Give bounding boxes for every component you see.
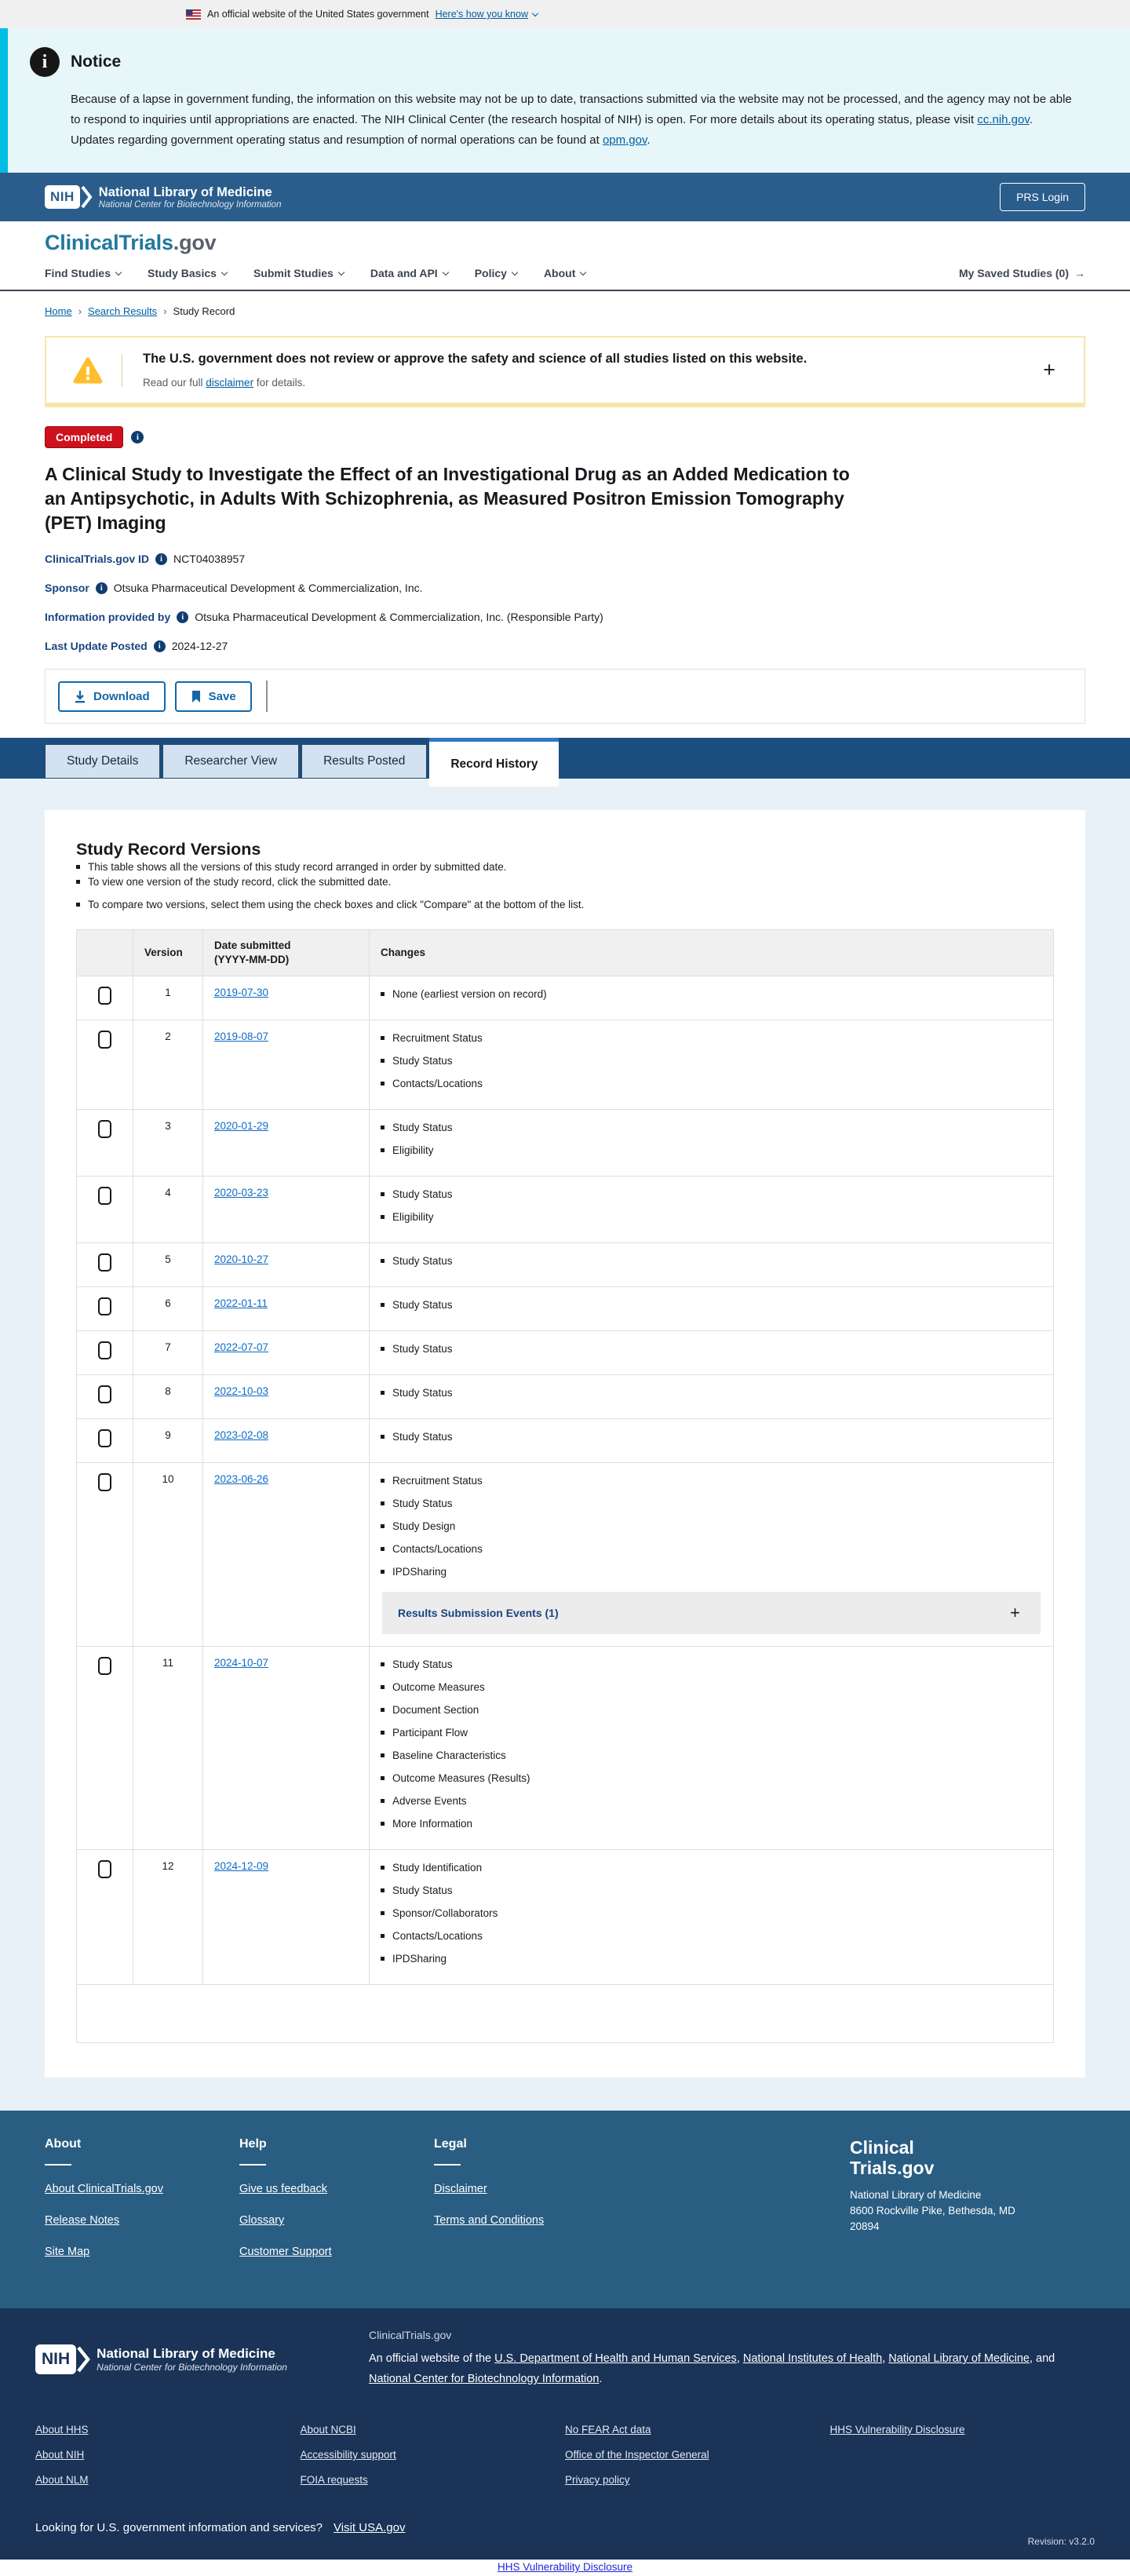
- tab-researcher-view[interactable]: Researcher View: [162, 744, 299, 779]
- plus-icon[interactable]: +: [1005, 1602, 1025, 1624]
- meta-value: 2024-12-27: [171, 640, 228, 652]
- changes-list: [381, 1341, 1042, 1356]
- results-submission-events-label: Results Submission Events (1): [398, 1607, 559, 1619]
- info-circle-icon[interactable]: i: [96, 582, 108, 594]
- version-checkbox[interactable]: [98, 1657, 111, 1675]
- nav-item-policy[interactable]: Policy: [475, 267, 517, 279]
- change-item: Study Status: [381, 1429, 1042, 1444]
- chevron-down-icon: [580, 268, 586, 275]
- arrow-right-icon: →: [1074, 267, 1085, 279]
- meta-value: Otsuka Pharmaceutical Development & Commercialization, Inc.: [113, 582, 423, 594]
- date-submitted-link[interactable]: 2024-10-07: [214, 1657, 269, 1669]
- clinicaltrials-logo[interactable]: ClinicalTrials.gov: [45, 231, 217, 254]
- how-you-know-link[interactable]: Here's how you know: [436, 9, 538, 20]
- changes-list: [381, 1253, 1042, 1268]
- version-row: [77, 976, 1054, 1020]
- footer-link-no-fear-act[interactable]: No FEAR Act data: [565, 2424, 651, 2436]
- tab-study-details[interactable]: Study Details: [45, 744, 160, 779]
- version-number: 5: [133, 1243, 203, 1287]
- change-item: Document Section: [381, 1702, 1042, 1717]
- download-button[interactable]: Download: [58, 681, 166, 712]
- change-item: Participant Flow: [381, 1725, 1042, 1740]
- change-item: Adverse Events: [381, 1793, 1042, 1808]
- version-checkbox[interactable]: [98, 1473, 111, 1491]
- nav-item-study-basics[interactable]: Study Basics: [148, 267, 227, 279]
- warning-subtext: Read our full disclaimer for details.: [143, 377, 306, 389]
- footer-link-release-notes[interactable]: Release Notes: [45, 2214, 120, 2227]
- footer-help-column: [239, 2137, 434, 2277]
- footer-link-disclaimer[interactable]: Disclaimer: [434, 2183, 487, 2195]
- chevron-down-icon: [512, 268, 518, 275]
- change-item: Study Status: [381, 1297, 1042, 1312]
- save-button[interactable]: Save: [175, 681, 252, 712]
- breadcrumb: [0, 291, 1130, 330]
- version-row: [77, 1331, 1054, 1375]
- disclaimer-warning-box: [45, 336, 1085, 407]
- versions-table: [76, 929, 1054, 2043]
- opm-gov-link[interactable]: opm.gov: [602, 133, 647, 147]
- footer-link-about-nih[interactable]: About NIH: [35, 2449, 85, 2461]
- version-row: [77, 1647, 1054, 1850]
- date-column-header: Date submitted (YYYY-MM-DD): [203, 930, 370, 976]
- meta-label: ClinicalTrials.gov ID: [45, 553, 150, 565]
- version-checkbox[interactable]: [98, 1297, 111, 1315]
- nih-chevron-icon: [81, 184, 93, 210]
- date-submitted-link[interactable]: 2020-01-29: [214, 1120, 269, 1132]
- date-submitted-link[interactable]: 2020-03-23: [214, 1187, 269, 1199]
- divider: [434, 2164, 461, 2166]
- changes-list: [381, 1473, 1042, 1579]
- gov-banner: [0, 0, 1130, 28]
- version-checkbox[interactable]: [98, 1341, 111, 1359]
- info-circle-icon[interactable]: i: [131, 431, 144, 443]
- footer-link-inspector-general[interactable]: Office of the Inspector General: [565, 2449, 709, 2461]
- section-heading: Study Record Versions: [76, 840, 261, 859]
- version-row: [77, 1287, 1054, 1331]
- changes-list: [381, 1385, 1042, 1400]
- date-submitted-link[interactable]: 2019-08-07: [214, 1031, 269, 1042]
- version-number: 4: [133, 1177, 203, 1243]
- change-item: Study Status: [381, 1341, 1042, 1356]
- footer-column-title: Help: [239, 2137, 267, 2151]
- change-item: Baseline Characteristics: [381, 1748, 1042, 1763]
- changes-list: [381, 1297, 1042, 1312]
- change-item: Study Design: [381, 1519, 1042, 1534]
- changes-list: [381, 1187, 1042, 1224]
- footer-address: National Library of Medicine 8600 Rockville Pike, Bethesda, MD 20894: [850, 2189, 1015, 2232]
- change-item: Study Status: [381, 1883, 1042, 1898]
- date-submitted-link[interactable]: 2022-10-03: [214, 1385, 269, 1397]
- footer-link-terms-and-conditions[interactable]: Terms and Conditions: [434, 2214, 545, 2227]
- changes-list: [381, 1860, 1042, 1966]
- version-number: 8: [133, 1375, 203, 1419]
- notice-text: .: [647, 133, 651, 147]
- date-submitted-link[interactable]: 2023-02-08: [214, 1429, 269, 1441]
- us-flag-icon: [186, 9, 201, 20]
- footer-link-glossary[interactable]: Glossary: [239, 2214, 285, 2227]
- nlm-link[interactable]: National Library of Medicine: [888, 2352, 1030, 2365]
- version-checkbox[interactable]: [98, 1385, 111, 1403]
- record-history-card: [45, 810, 1085, 2078]
- footer-about-column: [45, 2137, 239, 2277]
- footer-column-title: About: [45, 2137, 82, 2151]
- change-item: Contacts/Locations: [381, 1076, 1042, 1091]
- divider: [45, 2164, 71, 2166]
- footer-link-about-clinicaltrials[interactable]: About ClinicalTrials.gov: [45, 2183, 163, 2195]
- change-item: Study Status: [381, 1657, 1042, 1672]
- chevron-down-icon: [442, 268, 448, 275]
- study-meta: [45, 553, 1085, 652]
- date-submitted-link[interactable]: 2023-06-26: [214, 1473, 269, 1485]
- breadcrumb-current: Study Record: [173, 305, 235, 317]
- breadcrumb-separator-icon: ›: [163, 305, 167, 317]
- bookmark-icon: [191, 690, 202, 703]
- footer-primary: [0, 2111, 1130, 2308]
- meta-row-sponsor: [45, 582, 1085, 594]
- version-number: 9: [133, 1419, 203, 1463]
- date-submitted-link[interactable]: 2024-12-09: [214, 1860, 269, 1872]
- chevron-down-icon: [115, 268, 122, 275]
- meta-value: NCT04038957: [173, 553, 246, 565]
- divider: [239, 2164, 266, 2166]
- info-circle-icon[interactable]: i: [177, 611, 188, 623]
- version-row: [77, 1020, 1054, 1110]
- date-submitted-link[interactable]: 2020-10-27: [214, 1253, 269, 1265]
- site-header: [0, 221, 1130, 291]
- main-nav: [45, 267, 1085, 290]
- cc-nih-gov-link[interactable]: cc.nih.gov: [977, 113, 1030, 126]
- intro-item: This table shows all the versions of this study record arranged in order by submitted date. To view one version of the study record, click the submitted date. To compare two versions, select them using the check boxes and click "Compare" at the bottom of the list.: [76, 859, 1054, 912]
- official-statement: An official website of the U.S. Department of Health and Human Services, National Institutes of Health, National Library of Medicine, and National Center for Biotechnology Information.: [369, 2352, 1055, 2385]
- funding-notice: [0, 28, 1130, 173]
- my-saved-studies-link[interactable]: My Saved Studies (0) →: [958, 267, 1085, 279]
- info-circle-icon: i: [30, 47, 60, 77]
- change-item: Sponsor/Collaborators: [381, 1906, 1042, 1921]
- action-bar: [45, 669, 1085, 724]
- changes-list: [381, 1657, 1042, 1831]
- version-checkbox[interactable]: [98, 987, 111, 1005]
- nav-item-about[interactable]: About: [544, 267, 585, 279]
- prs-login-button[interactable]: PRS Login: [1000, 183, 1085, 211]
- footer-legal-column: [434, 2137, 629, 2277]
- meta-row-information-provided-by: [45, 611, 1085, 623]
- table-header-row: [77, 930, 1054, 976]
- version-row: [77, 1463, 1054, 1647]
- nlm-footer-logo[interactable]: NIH National Library of Medicine National Center for Biotechnology Information: [35, 2329, 322, 2389]
- version-row: [77, 1419, 1054, 1463]
- meta-value: Otsuka Pharmaceutical Development & Commercialization, Inc. (Responsible Party): [195, 611, 603, 623]
- footer-link-site-map[interactable]: Site Map: [45, 2246, 90, 2258]
- version-row: [77, 1177, 1054, 1243]
- changes-list: [381, 1120, 1042, 1158]
- intro-sub-item: To compare two versions, select them using the check boxes and click "Compare" at the bottom of the list.: [76, 897, 1054, 912]
- warning-triangle-icon: [73, 357, 103, 384]
- footer-link-accessibility-support[interactable]: Accessibility support: [300, 2449, 396, 2461]
- notice-text: Because of a lapse in government funding, the information on this website may not be up to date, transactions submitted via the website may not be processed, and the agency may not be able to respond to inquiries until appropriations are enacted. The NIH Clinical Center (the research hospital of NIH) is open. For more details about its operating status, please visit: [71, 93, 1072, 126]
- change-item: None (earliest version on record): [381, 987, 1042, 1002]
- nlm-header-bar: [0, 173, 1130, 221]
- checkbox-column-header: [77, 930, 133, 976]
- footer-link-give-us-feedback[interactable]: Give us feedback: [239, 2183, 328, 2195]
- version-checkbox[interactable]: [98, 1429, 111, 1447]
- footer-link-about-ncbi[interactable]: About NCBI: [300, 2424, 356, 2436]
- change-item: Contacts/Locations: [381, 1928, 1042, 1943]
- tab-results-posted[interactable]: Results Posted: [301, 744, 427, 779]
- version-column-header: Version: [133, 930, 203, 976]
- info-circle-icon[interactable]: i: [154, 640, 166, 652]
- version-checkbox[interactable]: [98, 1187, 111, 1205]
- download-icon: [74, 690, 86, 703]
- nih-link[interactable]: National Institutes of Health: [742, 2352, 883, 2365]
- footer-link-privacy-policy[interactable]: Privacy policy: [565, 2474, 630, 2486]
- nlm-logo[interactable]: [45, 184, 281, 210]
- ncbi-link[interactable]: National Center for Biotechnology Information: [369, 2373, 600, 2385]
- date-submitted-link[interactable]: 2019-07-30: [214, 987, 269, 998]
- footer-site-name: ClinicalTrials.gov: [369, 2329, 452, 2341]
- meta-row-nct-id: [45, 553, 1085, 565]
- meta-label: Last Update Posted: [45, 640, 148, 652]
- change-item: Study Status: [381, 1253, 1042, 1268]
- changes-column-header: Changes: [370, 930, 1054, 976]
- version-row: [77, 1110, 1054, 1177]
- notice-text: . Updates regarding government operating status and resumption of normal operations can be found at: [71, 113, 1033, 147]
- chevron-down-icon: [532, 9, 538, 16]
- change-item: Study Identification: [381, 1860, 1042, 1875]
- version-row: [77, 1243, 1054, 1287]
- change-item: Eligibility: [381, 1210, 1042, 1224]
- usa-gov-prompt: Looking for U.S. government information and services?: [35, 2521, 323, 2534]
- nav-item-submit-studies[interactable]: Submit Studies: [253, 267, 344, 279]
- tab-record-history[interactable]: Record History: [429, 738, 559, 786]
- intro-sub-item: To view one version of the study record, click the submitted date.: [76, 874, 1054, 889]
- content-area: [0, 779, 1130, 2111]
- hhs-vulnerability-disclosure-link[interactable]: HHS Vulnerability Disclosure: [497, 2561, 633, 2573]
- change-item: Outcome Measures: [381, 1680, 1042, 1695]
- version-number: 7: [133, 1331, 203, 1375]
- breadcrumb-home-link[interactable]: Home: [45, 305, 72, 317]
- gov-banner-text: An official website of the United States government: [207, 9, 429, 20]
- footer-secondary: [0, 2308, 1130, 2560]
- changes-list: [381, 987, 1042, 1002]
- change-item: Recruitment Status: [381, 1031, 1042, 1045]
- bottom-strip: [0, 2560, 1130, 2576]
- date-submitted-link[interactable]: 2022-01-11: [214, 1297, 268, 1309]
- warning-title: The U.S. government does not review or approve the safety and science of all studies listed on this website.: [143, 352, 807, 366]
- status-badge: Completed: [45, 426, 123, 448]
- version-checkbox[interactable]: [98, 1120, 111, 1138]
- footer-link-about-nlm[interactable]: About NLM: [35, 2474, 89, 2486]
- nlm-subtitle: National Center for Biotechnology Information: [98, 199, 282, 210]
- visit-usa-gov-link[interactable]: Visit USA.gov: [334, 2521, 406, 2534]
- footer-link-customer-support[interactable]: Customer Support: [239, 2246, 332, 2258]
- change-item: Contacts/Locations: [381, 1542, 1042, 1556]
- version-number: 3: [133, 1110, 203, 1177]
- revision-label: Revision: v3.2.0: [1027, 2536, 1095, 2547]
- footer-link-about-hhs[interactable]: About HHS: [35, 2424, 89, 2436]
- versions-table-body: [77, 976, 1054, 1985]
- change-item: IPDSharing: [381, 1564, 1042, 1579]
- meta-label: Sponsor: [45, 582, 89, 594]
- footer-brand: Clinical Trials.gov National Library of Medicine 8600 Rockville Pike, Bethesda, MD 20894: [850, 2137, 1085, 2277]
- version-number: 12: [133, 1850, 203, 1985]
- nih-logo-box: NIH: [35, 2344, 76, 2374]
- nav-item-find-studies[interactable]: Find Studies: [45, 267, 121, 279]
- meta-row-last-update-posted: [45, 640, 1085, 652]
- change-item: Study Status: [381, 1120, 1042, 1135]
- nih-logo-box: NIH: [45, 185, 80, 209]
- nih-chevron-icon: [77, 2344, 90, 2374]
- study-title: A Clinical Study to Investigate the Effect of an Investigational Drug as an Added Medication to an Antipsychotic, in Adults With Schizophrenia, as Measured Positron Emission Tomography (PET) Imaging: [45, 464, 850, 533]
- info-circle-icon[interactable]: i: [155, 553, 167, 565]
- tab-bar: [0, 738, 1130, 779]
- version-checkbox[interactable]: [98, 1860, 111, 1878]
- results-submission-events-bar[interactable]: [382, 1592, 1041, 1634]
- date-submitted-link[interactable]: 2022-07-07: [214, 1341, 269, 1353]
- changes-list: [381, 1429, 1042, 1444]
- version-checkbox[interactable]: [98, 1253, 111, 1272]
- version-row: [77, 1375, 1054, 1419]
- version-number: 1: [133, 976, 203, 1020]
- nav-item-data-and-api[interactable]: Data and API: [370, 267, 448, 279]
- change-item: Eligibility: [381, 1143, 1042, 1158]
- chevron-down-icon: [221, 268, 228, 275]
- version-checkbox[interactable]: [98, 1031, 111, 1049]
- change-item: Outcome Measures (Results): [381, 1771, 1042, 1786]
- notice-title: Notice: [71, 53, 122, 71]
- table-footer-row: [77, 1985, 1054, 2043]
- breadcrumb-separator-icon: ›: [78, 305, 82, 317]
- change-item: More Information: [381, 1816, 1042, 1831]
- breadcrumb-search-results-link[interactable]: Search Results: [88, 305, 158, 317]
- meta-label: Information provided by: [45, 611, 171, 623]
- footer-link-hhs-vulnerability-disclosure[interactable]: HHS Vulnerability Disclosure: [829, 2424, 965, 2436]
- changes-list: [381, 1031, 1042, 1091]
- change-item: Study Status: [381, 1053, 1042, 1068]
- version-number: 6: [133, 1287, 203, 1331]
- footer-column-title: Legal: [434, 2137, 467, 2151]
- version-row: [77, 1850, 1054, 1985]
- version-number: 10: [133, 1463, 203, 1647]
- notice-body: [71, 89, 1075, 151]
- warning-expand-button[interactable]: +: [1032, 358, 1066, 382]
- footer-links-grid: [35, 2424, 1095, 2499]
- usa-gov-row: [35, 2521, 1095, 2534]
- change-item: Study Status: [381, 1496, 1042, 1511]
- change-item: IPDSharing: [381, 1951, 1042, 1966]
- intro-list: [76, 859, 1054, 912]
- hhs-link[interactable]: U.S. Department of Health and Human Services: [494, 2352, 737, 2365]
- change-item: Study Status: [381, 1187, 1042, 1202]
- change-item: Study Status: [381, 1385, 1042, 1400]
- version-number: 11: [133, 1647, 203, 1850]
- version-number: 2: [133, 1020, 203, 1110]
- footer-link-foia-requests[interactable]: FOIA requests: [300, 2474, 368, 2486]
- disclaimer-link[interactable]: disclaimer: [206, 377, 254, 389]
- change-item: Recruitment Status: [381, 1473, 1042, 1488]
- nlm-title: National Library of Medicine: [98, 184, 272, 199]
- action-divider: [266, 680, 268, 712]
- chevron-down-icon: [338, 268, 344, 275]
